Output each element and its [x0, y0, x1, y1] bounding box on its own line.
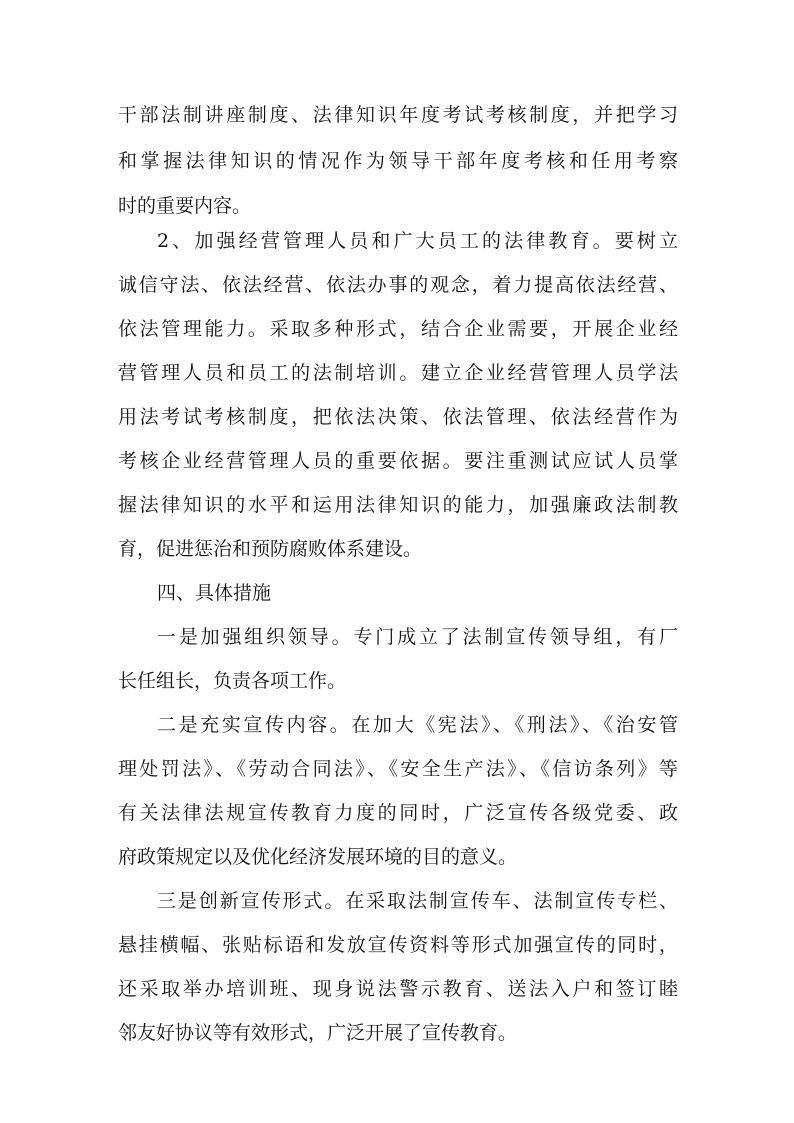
text-line: 有关法律法规宣传教育力度的同时，广泛宣传各级党委、政	[118, 802, 678, 824]
text-line: 诚信守法、依法经营、依法办事的观念，着力提高依法经营、	[118, 274, 678, 296]
text-line: 考核企业经营管理人员的重要依据。要注重测试应试人员掌	[118, 450, 678, 472]
text-line: 理处罚法》、《劳动合同法》、《安全生产法》、《信访条列》等	[118, 758, 678, 780]
text-line: 干部法制讲座制度、法律知识年度考试考核制度，并把学习	[118, 104, 678, 126]
text-line: 用法考试考核制度，把依法决策、依法管理、依法经营作为	[118, 406, 678, 428]
paragraph-first-line: 2、加强经营管理人员和广大员工的法律教育。要树立	[157, 230, 678, 252]
paragraph-first-line: 一是加强组织领导。专门成立了法制宣传领导组，有厂	[157, 626, 678, 648]
text-line: 和掌握法律知识的情况作为领导干部年度考核和任用考察	[118, 150, 678, 172]
paragraph-first-line: 三是创新宣传形式。在采取法制宣传车、法制宣传专栏、	[157, 890, 678, 912]
text-line: 还采取举办培训班、现身说法警示教育、送法入户和签订睦	[118, 978, 678, 1000]
text-line: 握法律知识的水平和运用法律知识的能力，加强廉政法制教	[118, 494, 678, 516]
text-line: 悬挂横幅、张贴标语和发放宣传资料等形式加强宣传的同时，	[118, 934, 678, 956]
text-line: 长任组长，负责各项工作。	[118, 670, 347, 692]
text-line: 府政策规定以及优化经济发展环境的目的意义。	[118, 846, 518, 868]
text-line: 时的重要内容。	[118, 195, 252, 217]
paragraph-first-line: 二是充实宣传内容。在加大《宪法》、《刑法》、《治安管	[157, 714, 678, 736]
section-heading: 四、具体措施	[157, 582, 272, 604]
text-line: 邻友好协议等有效形式，广泛开展了宣传教育。	[118, 1022, 518, 1044]
text-line: 育，促进惩治和预防腐败体系建设。	[118, 538, 423, 560]
text-line: 依法管理能力。采取多种形式，结合企业需要，开展企业经	[118, 318, 678, 340]
text-line: 营管理人员和员工的法制培训。建立企业经营管理人员学法	[118, 362, 678, 384]
